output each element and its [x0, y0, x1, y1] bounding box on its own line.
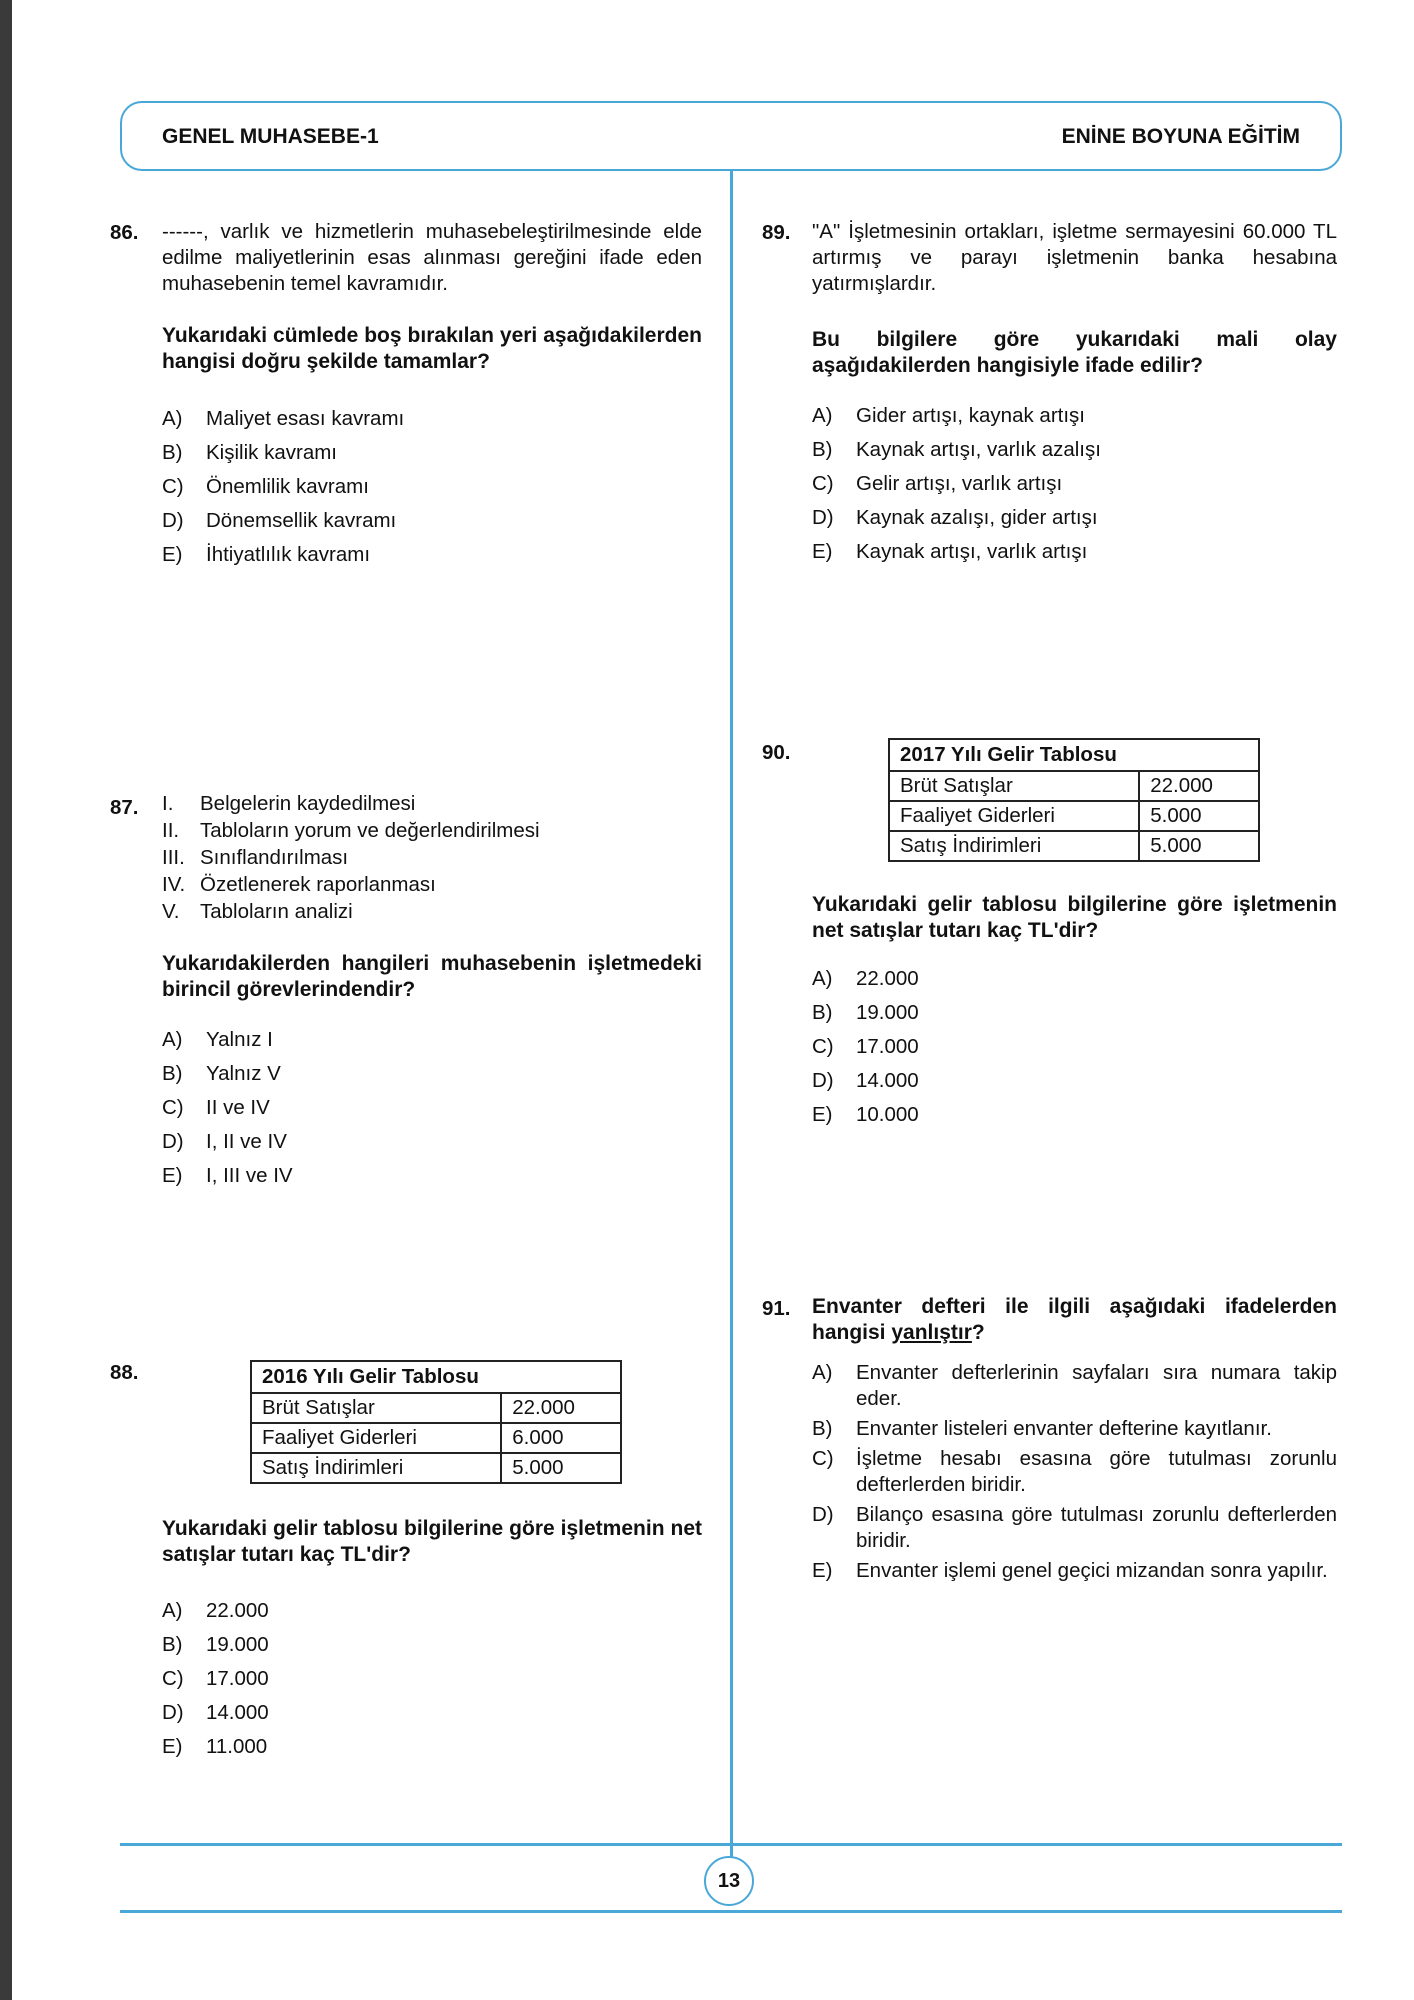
exam-page: [12, 0, 1414, 2000]
answer-option[interactable]: C) 17.000: [162, 1667, 269, 1690]
emphasis-underline: yanlıştır: [891, 1321, 972, 1344]
answer-option[interactable]: E) 10.000: [812, 1103, 919, 1126]
question-prompt: Yukarıdaki gelir tablosu bilgilerine göre işletmenin net satışlar tutarı kaç TL'dir?: [812, 893, 1337, 942]
answer-option[interactable]: D) Bilanço esasına göre tutulması zorunlu defterlerden biridir.: [812, 1503, 1337, 1552]
answer-option[interactable]: D) 14.000: [162, 1701, 269, 1724]
publisher-title: ENİNE BOYUNA EĞİTİM: [1061, 125, 1300, 148]
question-88: [162, 1360, 702, 1764]
question-91: [812, 1294, 1337, 1588]
question-prompt: Bu bilgilere göre yukarıdaki mali olay aşağıdakilerden hangisiyle ifade edilir?: [812, 328, 1337, 377]
income-statement-table: [888, 738, 1260, 862]
answer-option[interactable]: A) 22.000: [812, 967, 919, 990]
course-title: GENEL MUHASEBE-1: [162, 125, 379, 148]
answer-option[interactable]: E) 11.000: [162, 1735, 268, 1758]
question-prompt: Envanter defteri ile ilgili aşağıdaki ifadelerden hangisi yanlıştır?: [812, 1295, 1337, 1344]
page-header: [120, 101, 1342, 171]
answer-options: [812, 962, 1337, 1132]
answer-options: [812, 1360, 1337, 1584]
question-prompt: Yukarıdaki gelir tablosu bilgilerine göre işletmenin net satışlar tutarı kaç TL'dir?: [162, 1517, 702, 1566]
answer-option[interactable]: C) II ve IV: [162, 1096, 270, 1119]
answer-option[interactable]: E) I, III ve IV: [162, 1164, 293, 1187]
answer-option[interactable]: B) 19.000: [162, 1633, 269, 1656]
footer-rule-bottom: [120, 1910, 1342, 1913]
statement-item: III. Sınıflandırılması: [162, 846, 349, 869]
question-text: ------, varlık ve hizmetlerin muhasebeleştirilmesinde elde edilme maliyetlerinin esas alınması gereğini ifade eden muhasebenin temel kavramıdır.: [162, 220, 702, 295]
answer-option[interactable]: B) Kişilik kavramı: [162, 441, 337, 464]
table-row: Satış İndirimleri 5.000: [889, 831, 1259, 861]
question-90: [812, 738, 1337, 1132]
answer-option[interactable]: A) Maliyet esası kavramı: [162, 407, 405, 430]
answer-option[interactable]: C) Önemlilik kavramı: [162, 475, 369, 498]
answer-option[interactable]: C) 17.000: [812, 1035, 919, 1058]
question-number: 91.: [762, 1297, 791, 1320]
answer-option[interactable]: E) Envanter işlemi genel geçici mizandan sonra yapılır.: [812, 1559, 1328, 1582]
answer-option[interactable]: B) Envanter listeleri envanter defterine kayıtlanır.: [812, 1417, 1272, 1440]
question-number: 86.: [110, 221, 139, 244]
answer-options: [812, 399, 1337, 569]
answer-options: [162, 1023, 702, 1193]
page-number: 13: [704, 1856, 754, 1906]
answer-option[interactable]: B) 19.000: [812, 1001, 919, 1024]
question-prompt: Yukarıdaki cümlede boş bırakılan yeri aşağıdakilerden hangisi doğru şekilde tamamlar?: [162, 324, 702, 373]
table-row: Satış İndirimleri 5.000: [251, 1453, 621, 1483]
answer-option[interactable]: B) Kaynak artışı, varlık azalışı: [812, 438, 1101, 461]
table-row: Faaliyet Giderleri 6.000: [251, 1423, 621, 1453]
answer-option[interactable]: A) Yalnız I: [162, 1028, 273, 1051]
answer-option[interactable]: E) İhtiyatlılık kavramı: [162, 543, 371, 566]
statement-item: IV. Özetlenerek raporlanması: [162, 873, 436, 896]
answer-option[interactable]: D) Kaynak azalışı, gider artışı: [812, 506, 1098, 529]
answer-option[interactable]: A) 22.000: [162, 1599, 269, 1622]
answer-option[interactable]: B) Yalnız V: [162, 1062, 281, 1085]
income-statement-table: [250, 1360, 622, 1484]
answer-option[interactable]: A) Gider artışı, kaynak artışı: [812, 404, 1085, 427]
question-number: 90.: [762, 741, 791, 764]
statement-item: II. Tabloların yorum ve değerlendirilmesi: [162, 819, 540, 842]
question-prompt: Yukarıdakilerden hangileri muhasebenin işletmedeki birincil görevlerindendir?: [162, 952, 702, 1001]
table-title: 2016 Yılı Gelir Tablosu: [251, 1361, 621, 1393]
answer-options: [162, 402, 702, 572]
statement-list: [162, 790, 702, 925]
table-row: Brüt Satışlar 22.000: [251, 1393, 621, 1423]
question-86: [162, 219, 702, 572]
footer-rule-top: [120, 1843, 1342, 1846]
table-row: Faaliyet Giderleri 5.000: [889, 801, 1259, 831]
statement-item: I. Belgelerin kaydedilmesi: [162, 792, 416, 815]
answer-option[interactable]: D) 14.000: [812, 1069, 919, 1092]
answer-option[interactable]: D) Dönemsellik kavramı: [162, 509, 397, 532]
question-number: 87.: [110, 796, 139, 819]
answer-options: [162, 1594, 702, 1764]
answer-option[interactable]: D) I, II ve IV: [162, 1130, 287, 1153]
question-number: 89.: [762, 221, 791, 244]
table-row: Brüt Satışlar 22.000: [889, 771, 1259, 801]
answer-option[interactable]: C) Gelir artışı, varlık artışı: [812, 472, 1063, 495]
question-text: "A" İşletmesinin ortakları, işletme sermayesini 60.000 TL artırmış ve parayı işletmenin banka hesabına yatırmışlardır.: [812, 220, 1337, 295]
question-number: 88.: [110, 1361, 139, 1384]
column-divider: [730, 170, 733, 1870]
answer-option[interactable]: E) Kaynak artışı, varlık artışı: [812, 540, 1088, 563]
answer-option[interactable]: C) İşletme hesabı esasına göre tutulması zorunlu defterlerden biridir.: [812, 1447, 1337, 1496]
table-title: 2017 Yılı Gelir Tablosu: [889, 739, 1259, 771]
statement-item: V. Tabloların analizi: [162, 900, 353, 923]
question-87: [162, 790, 702, 1193]
answer-option[interactable]: A) Envanter defterlerinin sayfaları sıra numara takip eder.: [812, 1361, 1337, 1410]
question-89: [812, 219, 1337, 569]
